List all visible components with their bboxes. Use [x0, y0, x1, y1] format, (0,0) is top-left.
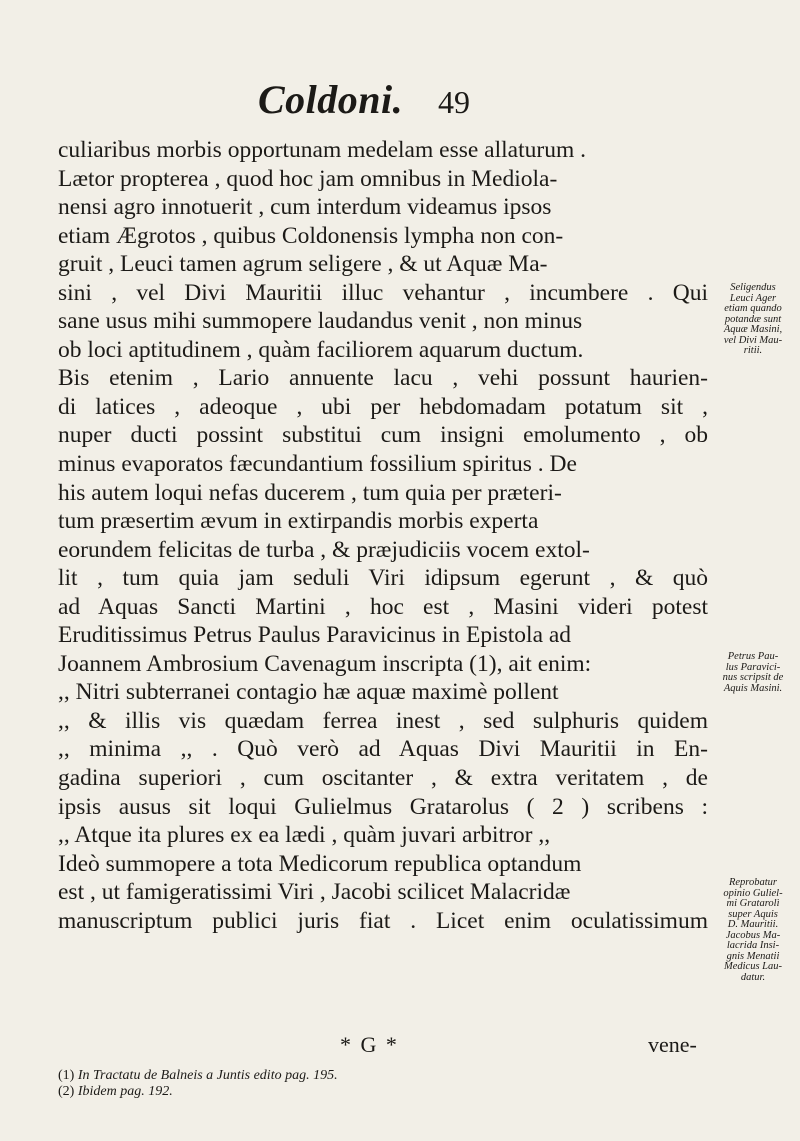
text-line-content: Bis etenim , Lario annuente lacu , vehi possunt haurien- — [58, 365, 708, 392]
text-line-content: ,, Nitri subterranei contagio hæ aquæ maximè pollent — [58, 679, 559, 706]
text-line-content: ad Aquas Sancti Martini , hoc est , Masini videri potest — [58, 593, 708, 620]
text-line — [58, 479, 708, 508]
footnote-text: In Tractatu de Balneis a Juntis edito pag. 195. — [77, 1068, 338, 1083]
text-line-content: ipsis ausus sit loqui Gulielmus Gratarolus ( 2 ) scribens : — [58, 793, 708, 820]
margin-note-line: lus Paravici- — [725, 661, 781, 673]
text-line — [58, 621, 708, 650]
text-line-content: Joannem Ambrosium Cavenagum inscripta (1), ait enim: — [58, 650, 592, 677]
margin-note-line: Jacobus Ma- — [725, 929, 781, 941]
text-line-content: tum præsertim ævum in extirpandis morbis experta — [58, 508, 539, 535]
margin-note-line: datur. — [740, 971, 766, 983]
margin-note-line: Aquis Masini. — [723, 682, 783, 694]
text-line — [58, 735, 708, 764]
text-line — [58, 193, 708, 222]
margin-note-line: Seligendus — [730, 282, 776, 293]
text-line-content: gadina superiori , cum oscitanter , & extra veritatem , de — [58, 765, 708, 792]
footnote — [58, 1084, 708, 1100]
margin-note-line: lacrida Insi- — [726, 940, 780, 951]
text-line — [58, 678, 708, 707]
text-line — [58, 250, 708, 279]
margin-note-line: super Aquis — [728, 908, 778, 920]
running-head — [258, 76, 558, 120]
margin-note-line: Reprobatur — [728, 877, 778, 888]
text-line — [58, 793, 708, 822]
text-line — [58, 907, 708, 936]
text-line-content: eorundem felicitas de turba , & præjudiciis vocem extol- — [58, 536, 590, 563]
margin-note-line: nus scripsit de — [722, 672, 784, 683]
margin-note-line: gnis Menatii — [726, 950, 780, 962]
text-line — [58, 536, 708, 565]
margin-note-line: Petrus Pau- — [727, 651, 779, 662]
text-line — [58, 878, 708, 907]
text-line — [58, 136, 708, 165]
footnote-text: Ibidem pag. 192. — [77, 1084, 173, 1099]
text-line-content: culiaribus morbis opportunam medelam esse allaturum . — [58, 137, 586, 163]
text-line-content: manuscriptum publici juris fiat . Licet enim oculatissimum — [58, 907, 708, 934]
text-line — [58, 707, 708, 736]
text-line-content: nensi agro innotuerit , cum interdum videamus ipsos — [58, 194, 552, 221]
text-line — [58, 764, 708, 793]
text-line-content: ,, Atque ita plures ex ea lædi , quàm juvari arbitror ,, — [58, 822, 551, 849]
text-line — [58, 336, 708, 365]
margin-note-seligendus — [708, 283, 798, 357]
text-line-content: his autem loqui nefas ducerem , tum quia per præteri- — [58, 479, 562, 506]
text-line-content: di latices , adeoque , ubi per hebdomadam potatum sit , — [58, 393, 708, 420]
margin-note-line: Medicus Lau- — [723, 961, 783, 972]
margin-note-line: vel Divi Mau- — [723, 334, 783, 346]
text-line — [58, 650, 708, 679]
margin-note-line: potandæ sunt — [724, 313, 782, 325]
text-line-content: lit , tum quia jam seduli Viri idipsum egerunt , & quò — [58, 565, 708, 592]
margin-note-line: Aquæ Masini, — [723, 324, 783, 335]
text-line-content: ob loci aptitudinem , quàm faciliorem aquarum ductum. — [58, 336, 584, 363]
footnote-mark: (1) — [58, 1068, 75, 1083]
catchword: vene- — [648, 1032, 697, 1057]
margin-note-line: D. Mauritii. — [727, 919, 779, 930]
text-line — [58, 593, 708, 622]
text-line — [58, 507, 708, 536]
margin-note-line: etiam quando — [724, 303, 782, 314]
running-title: Coldoni. — [258, 77, 404, 122]
margin-note-line: Leuci Ager — [729, 292, 777, 304]
text-line — [58, 450, 708, 479]
text-line — [58, 421, 708, 450]
text-line — [58, 564, 708, 593]
main-text — [58, 136, 708, 935]
margin-note-gratarolus — [708, 878, 798, 983]
text-line-content: minus evaporatos fæcundantium fossilium spiritus . De — [58, 451, 577, 478]
text-line-content: sini , vel Divi Mauritii illuc vehantur , incumbere . Qui — [58, 279, 708, 306]
text-line — [58, 821, 708, 850]
text-line — [58, 364, 708, 393]
page-number: 49 — [438, 84, 470, 120]
text-line-content: Lætor propterea , quod hoc jam omnibus in Mediola- — [58, 165, 558, 192]
signature-mark: * G * — [340, 1032, 399, 1057]
text-line — [58, 222, 708, 251]
text-line — [58, 850, 708, 879]
text-line-content: sane usus mihi summopere laudandus venit , non minus — [58, 308, 583, 335]
text-line-content: nuper ducti possint substitui cum insigni emolumento , ob — [58, 422, 708, 449]
text-line-content: ,, & illis vis quædam ferrea inest , sed sulphuris quidem — [58, 707, 708, 734]
margin-note-line: mi Gratarolì — [726, 898, 780, 909]
text-line-content: etiam Ægrotos , quibus Coldonensis lympha non con- — [58, 222, 564, 249]
text-line — [58, 165, 708, 194]
text-line-content: Eruditissimus Petrus Paulus Paravicinus in Epistola ad — [58, 622, 572, 649]
margin-note-paravicinus — [708, 652, 798, 694]
text-line-content: gruit , Leuci tamen agrum seligere , & ut Aquæ Ma- — [58, 251, 548, 278]
footnote — [58, 1068, 708, 1084]
margin-note-line: ritii. — [743, 345, 763, 356]
text-line — [58, 279, 708, 308]
margin-note-line: opinio Guliel- — [723, 887, 783, 899]
footnote-mark: (2) — [58, 1084, 75, 1099]
text-line-content: ,, minima ,, . Quò verò ad Aquas Divi Mauritii in En- — [58, 736, 708, 763]
text-line-content: est , ut famigeratissimi Viri , Jacobi scilicet Malacridæ — [58, 879, 571, 906]
text-line — [58, 307, 708, 336]
footnotes — [58, 1068, 708, 1100]
text-line — [58, 393, 708, 422]
text-line-content: Ideò summopere a tota Medicorum republica optandum — [58, 850, 582, 877]
